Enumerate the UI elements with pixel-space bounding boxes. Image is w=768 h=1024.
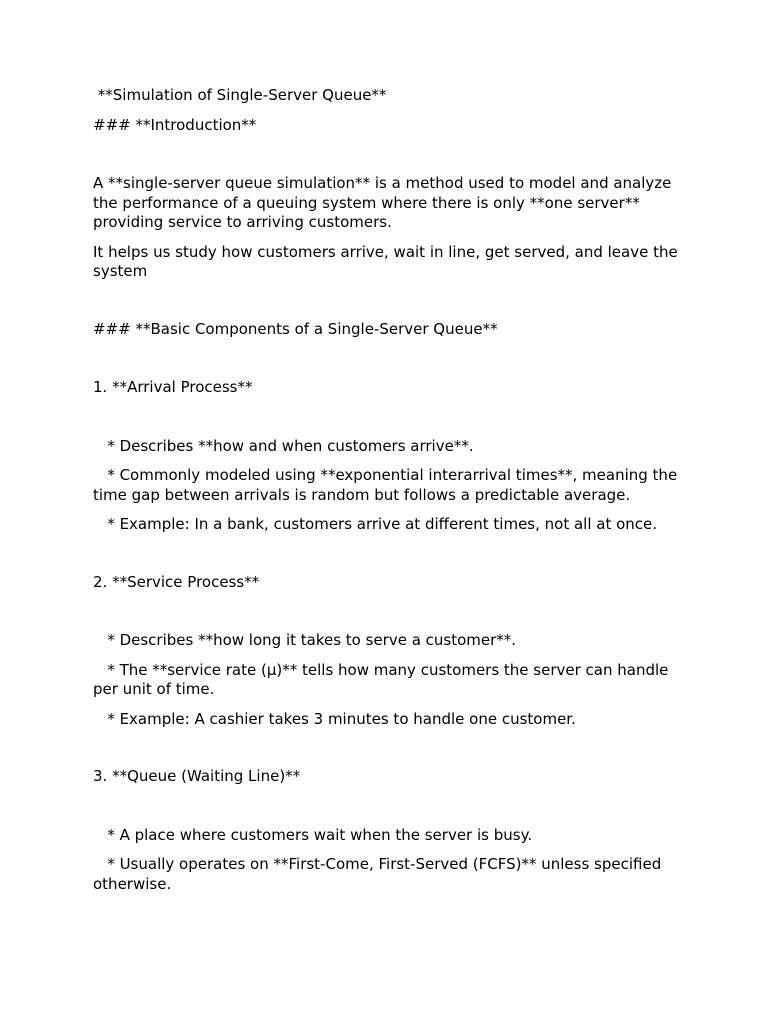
service-bullet-2: * The **service rate (μ)** tells how many customers the server can handle per unit of time. [93, 660, 674, 698]
service-process-heading: 2. **Service Process** [93, 572, 260, 591]
document-title: **Simulation of Single-Server Queue** [93, 86, 387, 104]
queue-heading: 3. **Queue (Waiting Line)** [93, 767, 301, 785]
service-bullet-3: * Example: A cashier takes 3 minutes to handle one customer. [93, 709, 576, 728]
arrival-bullet-2: * Commonly modeled using **exponential interarrival times**, meaning the time gap between arrivals is random but follows a predictable average. [93, 466, 682, 504]
queue-bullet-1: * A place where customers wait when the server is busy. [93, 825, 533, 844]
components-heading: ### **Basic Components of a Single-Server Queue** [93, 319, 498, 338]
arrival-bullet-3: * Example: In a bank, customers arrive at different times, not all at once. [93, 515, 658, 533]
service-bullet-1: * Describes **how long it takes to serve a customer**. [93, 631, 517, 649]
introduction-paragraph-2: It helps us study how customers arrive, wait in line, get served, and leave the system [93, 242, 683, 280]
queue-bullet-2: * Usually operates on **First-Come, First-Served (FCFS)** unless specified otherwise. [93, 855, 667, 893]
introduction-heading: ### **Introduction** [93, 115, 257, 134]
arrival-bullet-1: * Describes **how and when customers arrive**. [93, 436, 474, 455]
introduction-paragraph-1: A **single-server queue simulation** is a method used to model and analyze the performance of a queuing system where there is only **one server** providing service to arriving customers. [93, 174, 677, 231]
document-body [93, 86, 683, 894]
arrival-process-heading: 1. **Arrival Process** [93, 378, 253, 396]
